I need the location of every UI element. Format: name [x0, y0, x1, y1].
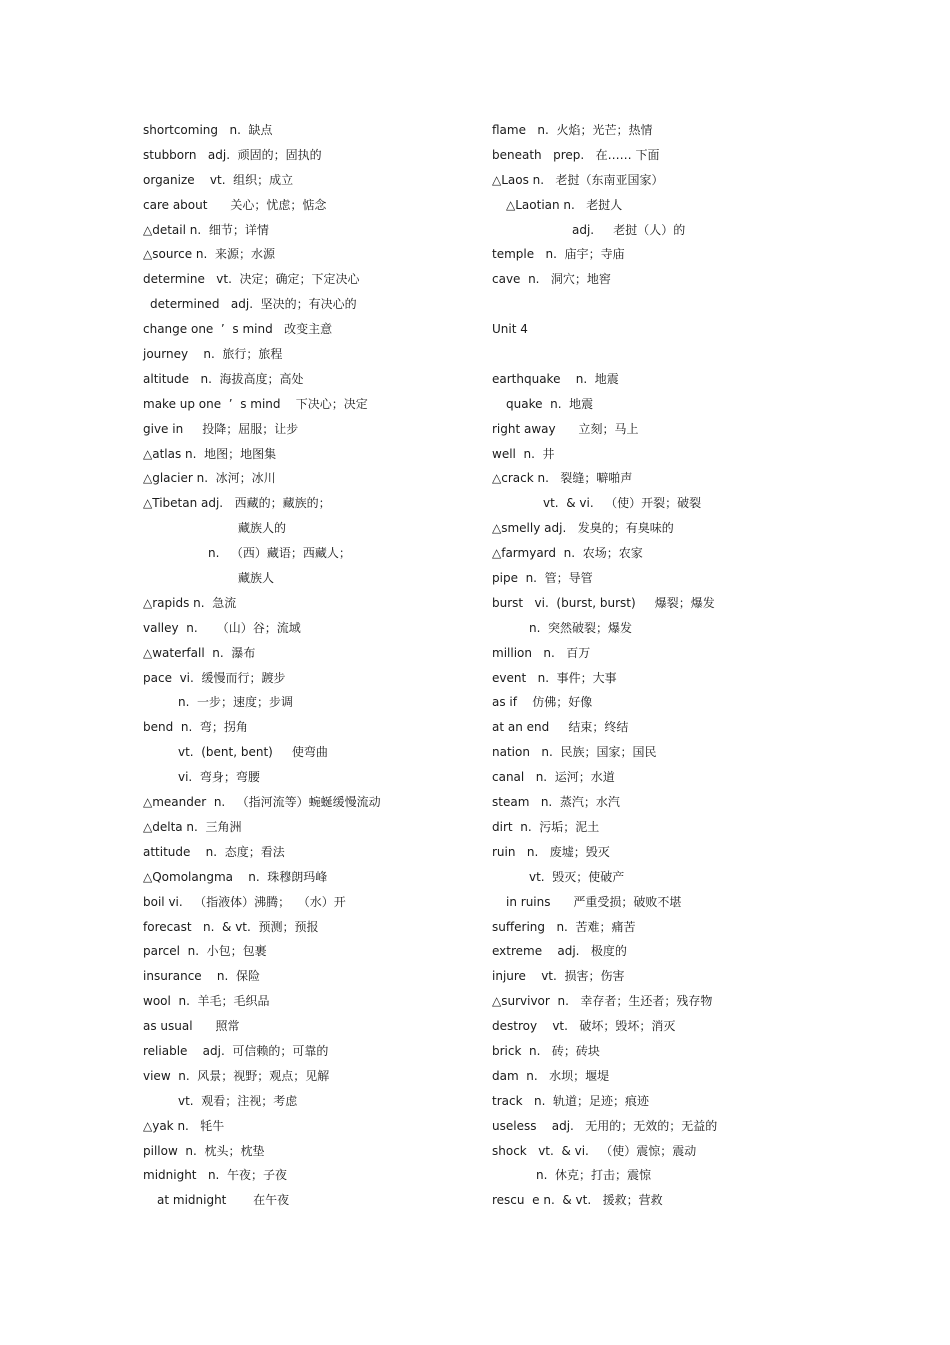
vocab-entry: steam n. 蒸汽；水汽 — [492, 795, 620, 810]
vocab-entry: journey n. 旅行；旅程 — [143, 347, 283, 362]
vocab-entry: 藏族人 — [238, 571, 275, 586]
vocab-entry: reliable adj. 可信赖的；可靠的 — [143, 1043, 329, 1058]
vocab-entry: canal n. 运河；水道 — [492, 770, 615, 785]
vocab-entry: brick n. 砖；砖块 — [492, 1043, 600, 1058]
vocab-entry: attitude n. 态度；看法 — [143, 844, 285, 859]
vocab-entry: midnight n. 午夜；子夜 — [143, 1168, 288, 1183]
vocab-entry: pillow n. 枕头；枕垫 — [143, 1143, 265, 1158]
vocab-entry: dam n. 水坝；堰堤 — [492, 1068, 610, 1083]
vocab-entry: pace vi. 缓慢而行；踱步 — [143, 670, 286, 685]
vocab-entry: rescu e n. & vt. 援救；营救 — [492, 1193, 663, 1208]
vocab-entry: △survivor n. 幸存者；生还者；残存物 — [492, 994, 713, 1009]
vocab-entry: △detail n. 细节；详情 — [143, 222, 269, 237]
vocab-entry: nation n. 民族；国家；国民 — [492, 745, 657, 760]
vocab-entry: △yak n. 牦牛 — [143, 1118, 225, 1133]
vocab-entry: △atlas n. 地图；地图集 — [143, 446, 277, 461]
vocab-entry: forecast n. & vt. 预测；预报 — [143, 919, 319, 934]
vocab-entry: △smelly adj. 发臭的；有臭味的 — [492, 521, 674, 536]
vocab-entry: temple n. 庙宇；寺庙 — [492, 247, 625, 262]
vocab-entry: at midnight 在午夜 — [157, 1193, 290, 1208]
vocab-entry: at an end 结束；终结 — [492, 720, 629, 735]
vocab-entry: △source n. 来源；水源 — [143, 247, 275, 262]
vocab-entry: △delta n. 三角洲 — [143, 819, 242, 834]
vocab-entry: well n. 井 — [492, 446, 555, 461]
vocab-entry: useless adj. 无用的；无效的；无益的 — [492, 1118, 718, 1133]
vocab-entry: beneath prep. 在…… 下面 — [492, 147, 660, 162]
vocab-entry: extreme adj. 极度的 — [492, 944, 627, 959]
vocab-entry: as usual 照常 — [143, 1019, 240, 1034]
vocab-entry: quake n. 地震 — [506, 396, 594, 411]
vocab-entry: valley n. （山）谷；流域 — [143, 620, 301, 635]
vocab-entry: wool n. 羊毛；毛织品 — [143, 994, 270, 1009]
vocab-entry: flame n. 火焰；光芒；热情 — [492, 123, 653, 137]
right-vocabulary-column — [492, 118, 822, 1213]
vocab-entry: boil vi. （指液体）沸腾； （水）开 — [143, 894, 346, 909]
vocab-entry: give in 投降；屈服；让步 — [143, 421, 299, 436]
vocab-entry: 藏族人的 — [238, 521, 287, 536]
vocab-entry: right away 立刻；马上 — [492, 421, 639, 436]
blank-line — [492, 342, 822, 367]
vocab-entry: △Laos n. 老挝（东南亚国家） — [492, 172, 664, 187]
vocab-entry: △Tibetan adj. 西藏的；藏族的； — [143, 496, 331, 511]
vocab-entry: altitude n. 海拔高度；高处 — [143, 371, 304, 386]
vocab-entry: n. 休克；打击；震惊 — [536, 1168, 652, 1183]
vocab-entry: cave n. 洞穴；地窖 — [492, 272, 611, 287]
vocab-entry: vt. (bent, bent) 使弯曲 — [178, 745, 328, 760]
vocab-entry: track n. 轨道；足迹；痕迹 — [492, 1093, 650, 1108]
vocab-entry: burst vi. (burst, burst) 爆裂；爆发 — [492, 595, 715, 610]
vocab-entry: n. 突然破裂；爆发 — [529, 620, 633, 635]
vocab-entry: △crack n. 裂缝；噼啪声 — [492, 471, 633, 486]
vocab-entry: vt. 毁灭；使破产 — [529, 869, 625, 884]
vocab-entry: △glacier n. 冰河；冰川 — [143, 471, 276, 486]
vocab-entry: shortcoming n. 缺点 — [143, 123, 273, 137]
vocab-entry: △rapids n. 急流 — [143, 595, 237, 610]
vocab-entry: △Laotian n. 老挝人 — [506, 197, 623, 212]
vocab-entry: event n. 事件；大事 — [492, 670, 617, 685]
vocab-entry: adj. 老挝（人）的 — [572, 222, 686, 237]
vocab-entry: shock vt. & vi. （使）震惊；震动 — [492, 1143, 697, 1158]
vocab-entry: △farmyard n. 农场；农家 — [492, 546, 643, 561]
vocab-entry: injure vt. 损害；伤害 — [492, 969, 625, 984]
vocab-entry: make up one ’ s mind 下决心；决定 — [143, 396, 368, 411]
vocab-entry: change one ’ s mind 改变主意 — [143, 322, 333, 337]
vocab-entry: parcel n. 小包；包裹 — [143, 944, 267, 959]
vocab-entry: destroy vt. 破坏；毁坏；消灭 — [492, 1019, 676, 1034]
vocab-entry: pipe n. 管；导管 — [492, 571, 593, 586]
vocab-entry: determined adj. 坚决的；有决心的 — [150, 297, 357, 312]
vocab-entry: view n. 风景；视野；观点；见解 — [143, 1068, 330, 1083]
vocab-entry: dirt n. 污垢；泥土 — [492, 819, 600, 834]
vocab-entry: ruin n. 废墟；毁灭 — [492, 844, 610, 859]
vocab-entry: n. 一步；速度；步调 — [178, 695, 294, 710]
vocab-entry: △waterfall n. 瀑布 — [143, 645, 256, 660]
vocab-entry: insurance n. 保险 — [143, 969, 260, 984]
vocab-entry: organize vt. 组织；成立 — [143, 172, 294, 187]
vocab-entry: as if 仿佛；好像 — [492, 695, 593, 710]
vocab-entry: earthquake n. 地震 — [492, 371, 619, 386]
vocab-entry: bend n. 弯；拐角 — [143, 720, 248, 735]
vocab-entry: △Qomolangma n. 珠穆朗玛峰 — [143, 869, 328, 884]
vocab-entry: Unit 4 — [492, 322, 528, 337]
vocab-entry: in ruins 严重受损；破败不堪 — [506, 894, 682, 909]
vocab-entry: △meander n. （指河流等）蜿蜒缓慢流动 — [143, 795, 381, 810]
vocab-entry: vt. 观看；注视；考虑 — [178, 1093, 298, 1108]
vocab-entry: vi. 弯身；弯腰 — [178, 770, 260, 785]
blank-line — [492, 292, 822, 317]
vocab-entry: care about 关心；忧虑；惦念 — [143, 197, 327, 212]
vocab-entry: stubborn adj. 顽固的；固执的 — [143, 147, 322, 162]
vocab-entry: vt. & vi. （使）开裂；破裂 — [543, 496, 702, 511]
vocab-entry: n. （西）藏语；西藏人； — [208, 546, 351, 561]
vocab-entry: suffering n. 苦难；痛苦 — [492, 919, 636, 934]
vocab-entry: determine vt. 决定；确定；下定决心 — [143, 272, 360, 287]
vocab-entry: million n. 百万 — [492, 645, 591, 660]
left-vocabulary-column — [143, 118, 473, 1213]
